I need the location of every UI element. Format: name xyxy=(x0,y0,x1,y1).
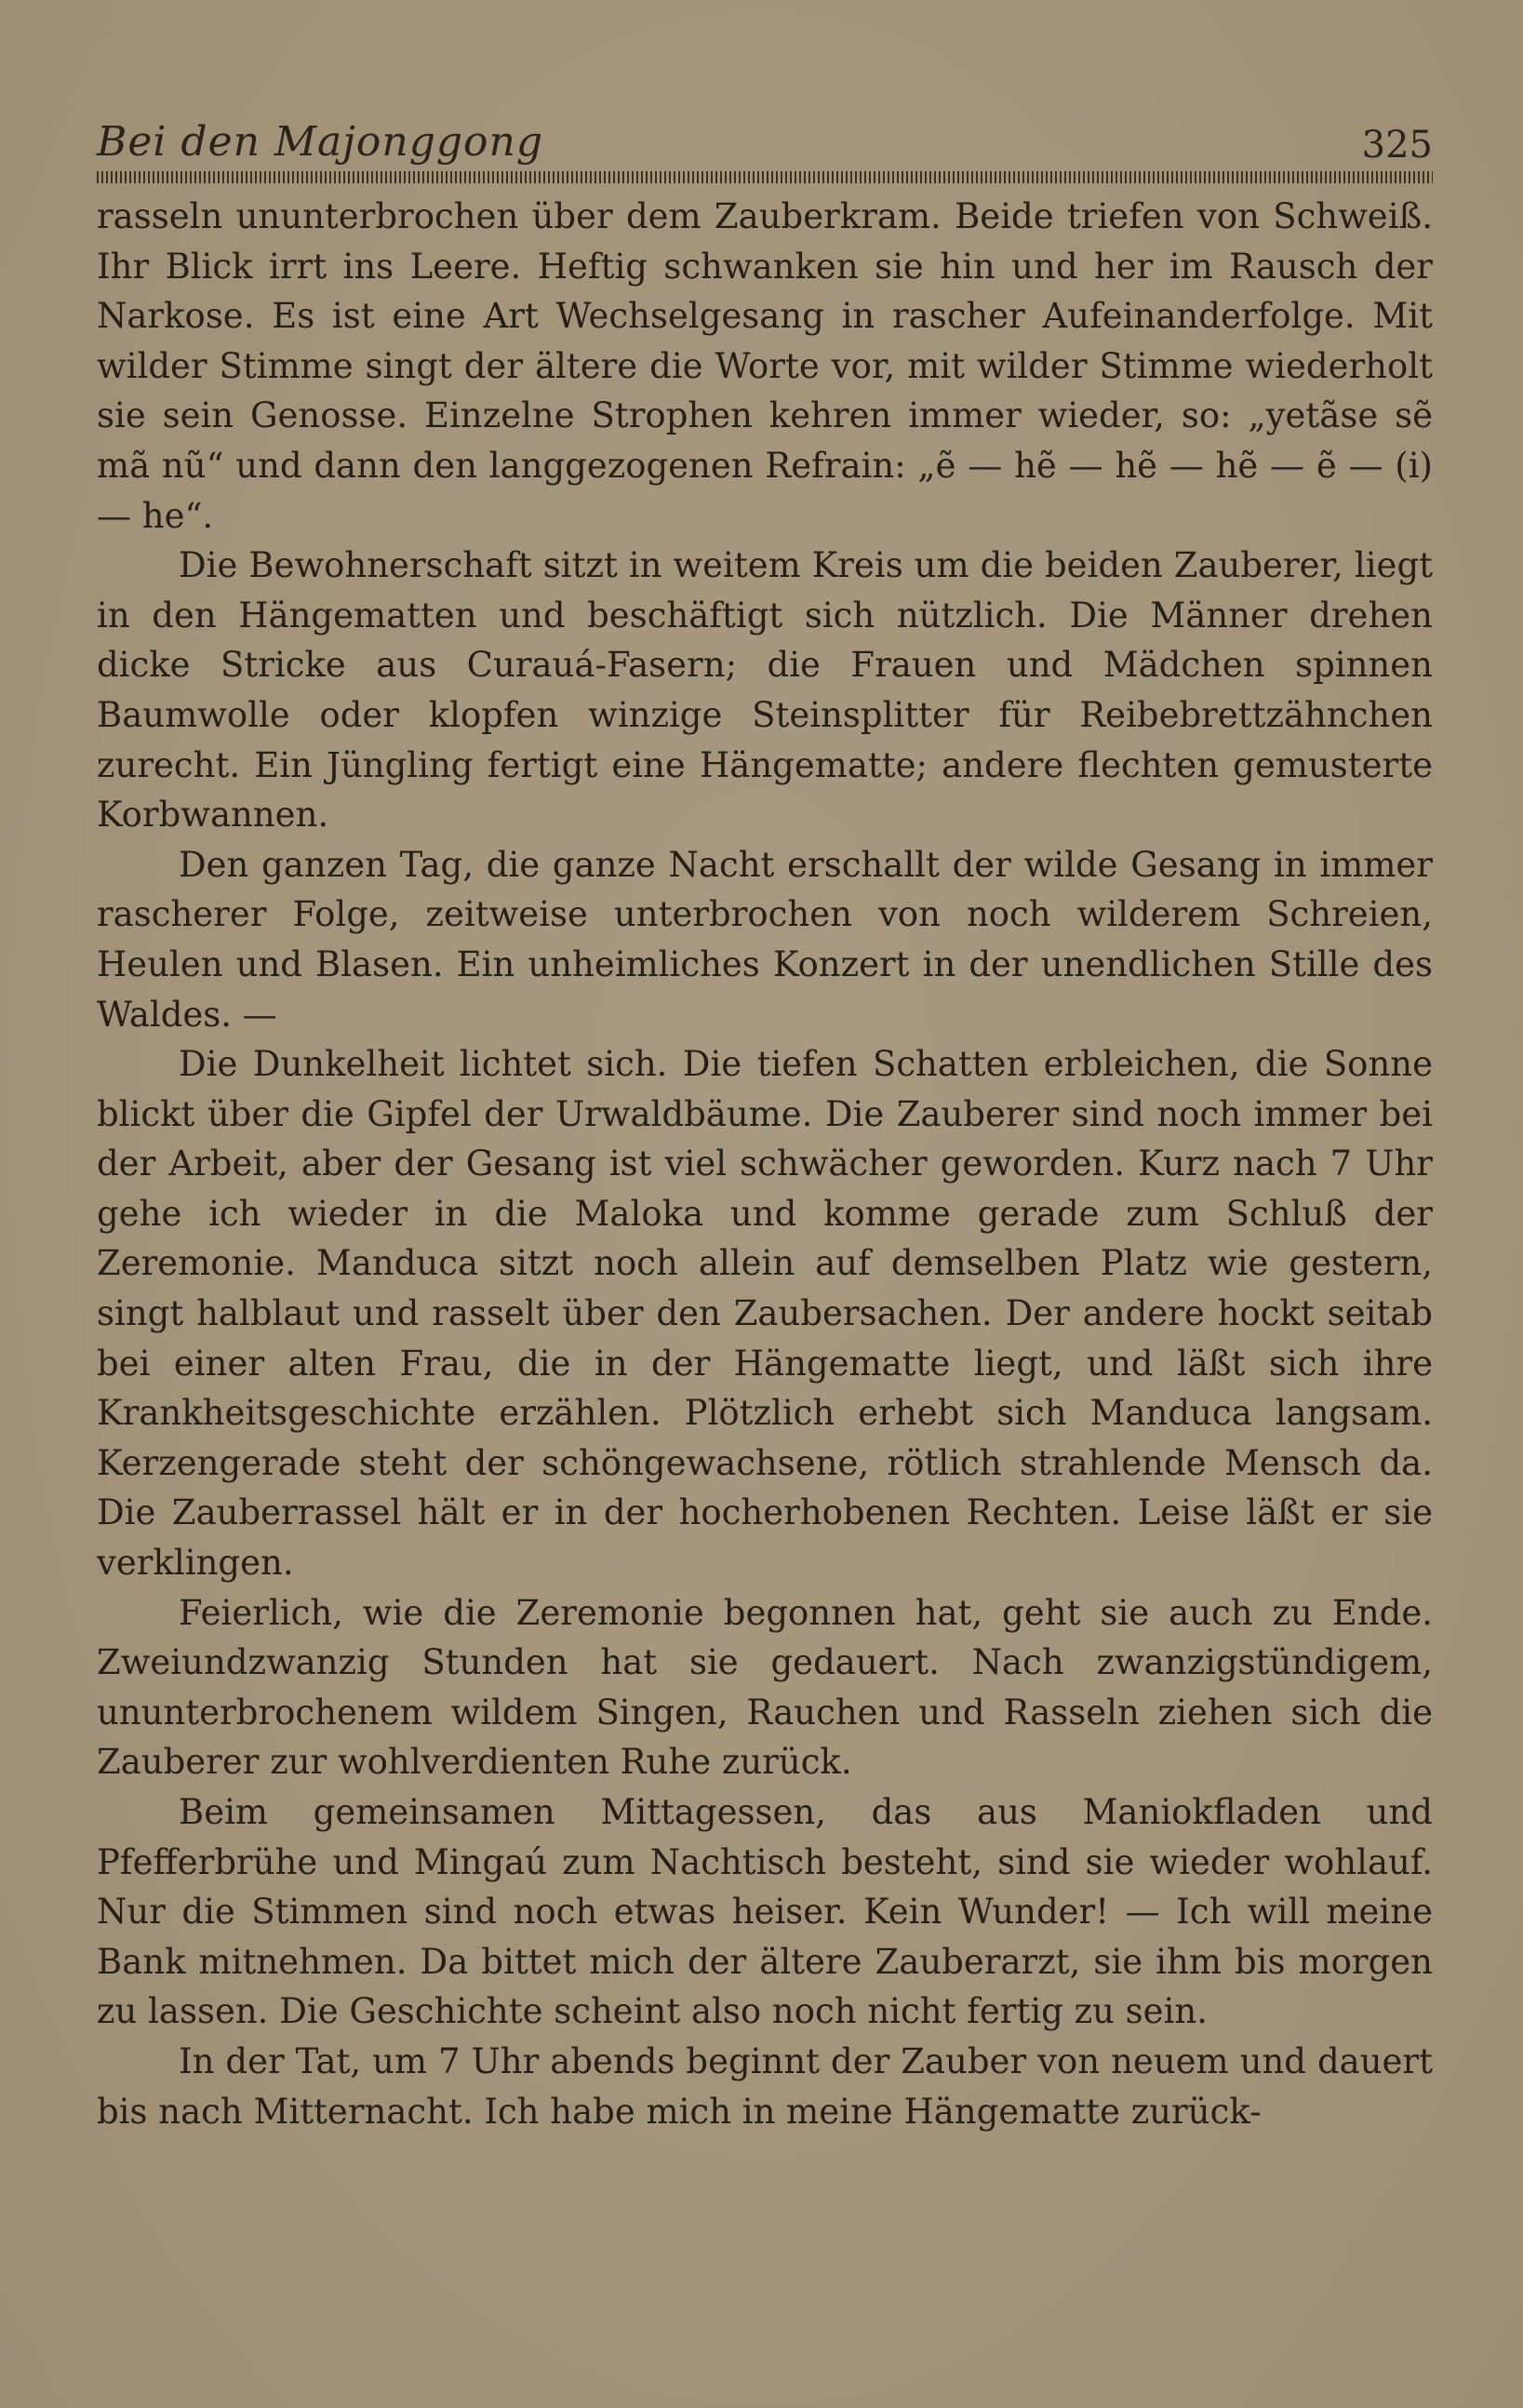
paragraph-5: Feierlich, wie die Zeremonie begonnen hat, geht sie auch zu Ende. Zweiundzwanzig Stunden hat sie gedauert. Nach zwanzigstündigem, ununterbrochenem wildem Singen, Rauchen und Rasseln ziehen sich die Zauberer zur wohlverdienten Ruhe zurück. xyxy=(97,1592,1433,1783)
paragraph-7: In der Tat, um 7 Uhr abends beginnt der Zauber von neuem und dauert bis nach Mitternacht. Ich habe mich in meine Hängematte zurück- xyxy=(97,2040,1433,2132)
paragraph-6: Beim gemeinsamen Mittagessen, das aus Maniokfladen und Pfefferbrühe und Mingaú zum Nachtisch besteht, sind sie wieder wohlauf. Nur die Stimmen sind noch etwas heiser. Kein Wunder! — Ich will meine Bank mitnehmen. Da bittet mich der ältere Zauberarzt, sie ihm bis morgen zu lassen. Die Geschichte scheint also noch nicht fertig zu sein. xyxy=(97,1792,1433,2032)
page-header xyxy=(97,119,1433,166)
paragraph-4: Die Dunkelheit lichtet sich. Die tiefen Schatten erbleichen, die Sonne blickt über die Gipfel der Urwaldbäume. Die Zauberer sind noch immer bei der Arbeit, aber der Gesang ist viel schwächer geworden. Kurz nach 7 Uhr gehe ich wieder in die Maloka und komme gerade zum Schluß der Zeremonie. Manduca sitzt noch allein auf demselben Platz wie gestern, singt halblaut und rasselt über den Zaubersachen. Der andere hockt seitab bei einer alten Frau, die in der Hängematte liegt, und läßt sich ihre Krankheitsgeschichte erzählen. Plötzlich erhebt sich Manduca langsam. Kerzengerade steht der schöngewachsene, rötlich strahlende Mensch da. Die Zauberrassel hält er in der hocherhobenen Rechten. Leise läßt er sie verklingen. xyxy=(97,1044,1433,1584)
paragraph-1: rasseln ununterbrochen über dem Zauberkram. Beide triefen von Schweiß. Ihr Blick irrt ins Leere. Heftig schwanken sie hin und her im Rausch der Narkose. Es ist eine Art Wechselgesang in rascher Aufeinanderfolge. Mit wilder Stimme singt der ältere die Worte vor, mit wilder Stimme wiederholt sie sein Genosse. Einzelne Strophen kehren immer wieder, so: „yetãse sẽ mã nũ“ und dann den langgezogenen Refrain: „ẽ — hẽ — hẽ — hẽ — ẽ — (i) — he“. xyxy=(97,196,1433,536)
paragraph-3: Den ganzen Tag, die ganze Nacht erschallt der wilde Gesang in immer rascherer Folge, zeitweise unterbrochen von noch wilderem Schreien, Heulen und Blasen. Ein unheimliches Konzert in der unendlichen Stille des Waldes. — xyxy=(97,844,1433,1035)
body-text xyxy=(97,192,1433,2136)
header-ornament-rule xyxy=(97,171,1433,183)
page-number: 325 xyxy=(1361,124,1433,167)
paragraph-2: Die Bewohnerschaft sitzt in weitem Kreis um die beiden Zauberer, liegt in den Hängematten und beschäftigt sich nützlich. Die Männer drehen dicke Stricke aus Curauá-Fasern; die Frauen und Mädchen spinnen Baumwolle oder klopfen winzige Steinsplitter für Reibebrettzähnchen zurecht. Ein Jüngling fertigt eine Hängematte; andere flechten gemusterte Korbwannen. xyxy=(97,545,1433,836)
running-title: Bei den Majonggong xyxy=(97,118,544,166)
